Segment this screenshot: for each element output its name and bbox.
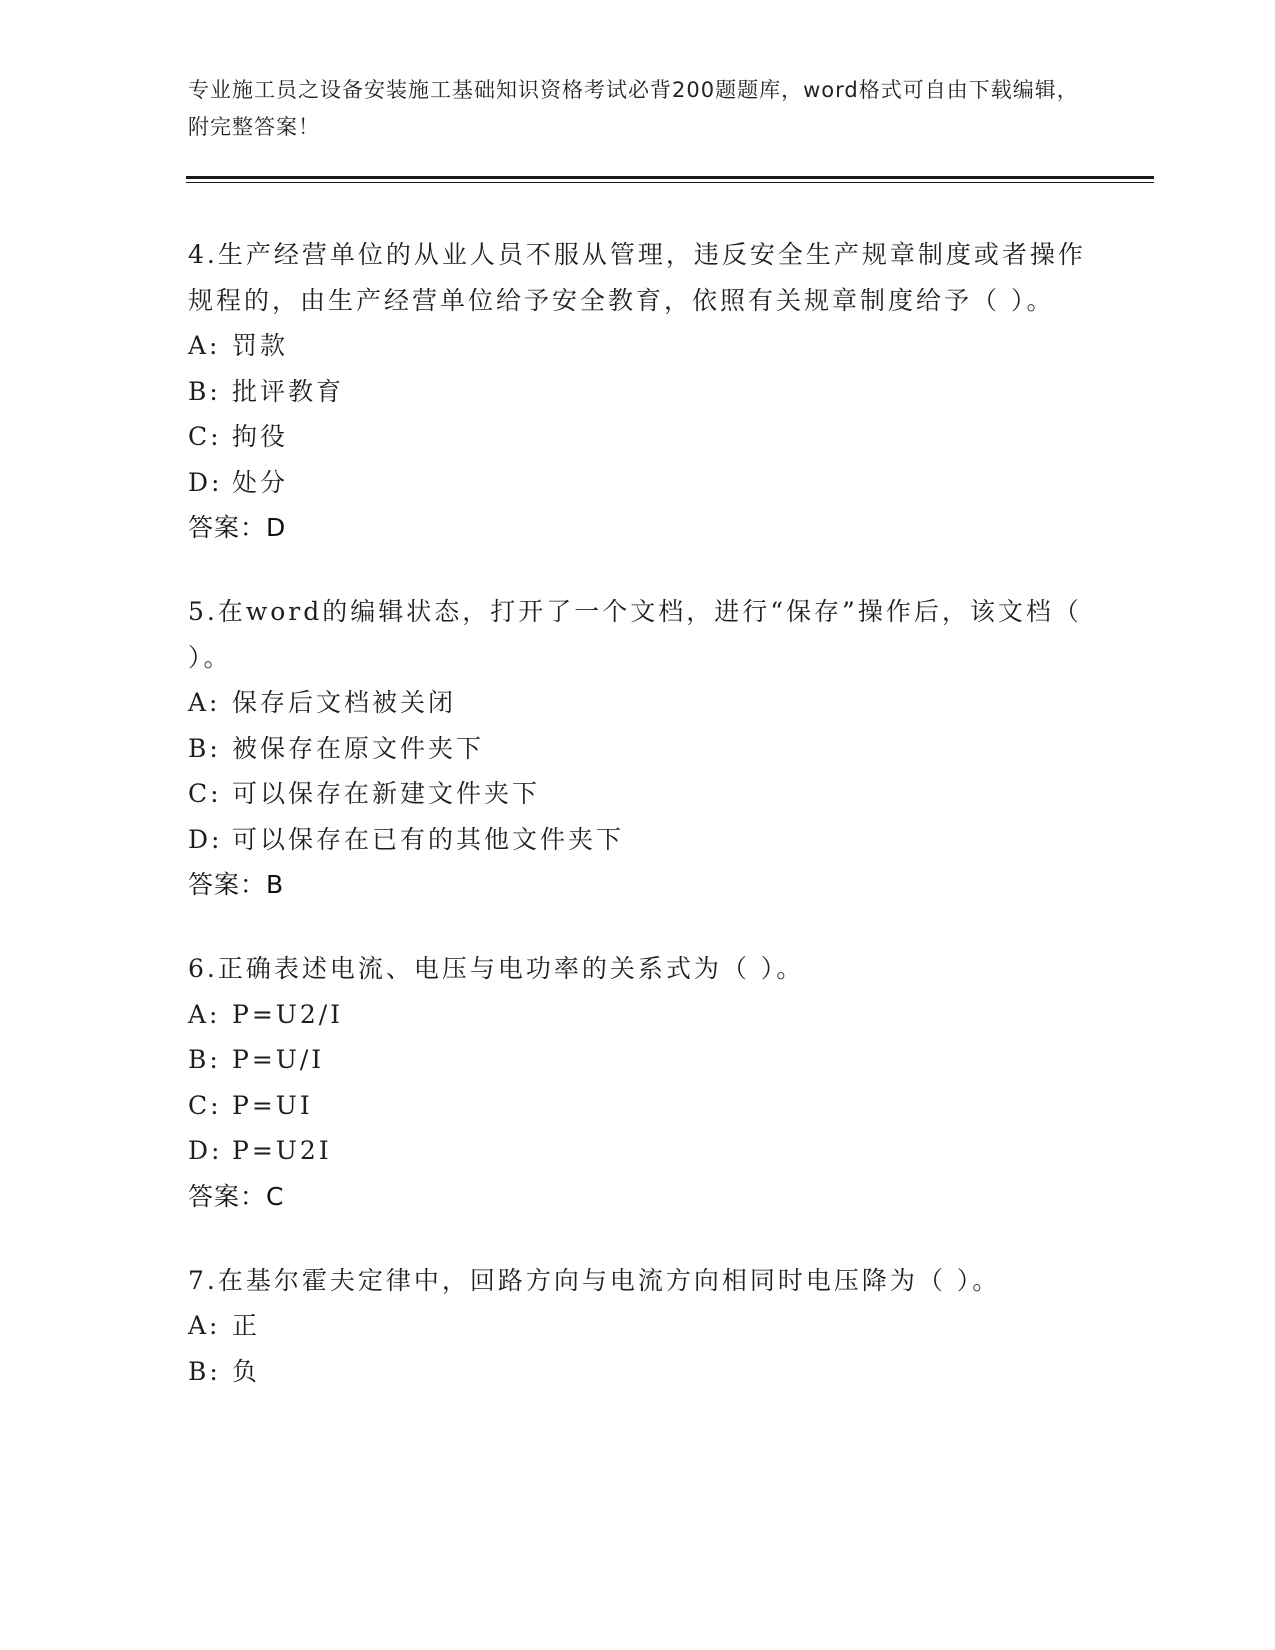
question-7 (188, 1258, 1088, 1395)
option-key: B: (188, 1045, 221, 1074)
question-stem: 7.在基尔霍夫定律中，回路方向与电流方向相同时电压降为（ ）。 (188, 1265, 1001, 1295)
option-text: 被保存在原文件夹下 (232, 733, 485, 763)
document-title: 专业施工员之设备安装施工基础知识资格考试必背200题题库，word格式可自由下载编辑，附完整答案！ (188, 78, 1079, 139)
option-text: 正 (232, 1311, 261, 1340)
option-text: 批评教育 (232, 376, 345, 406)
option-c (188, 1083, 1088, 1129)
option-key: C: (188, 779, 222, 808)
option-d (188, 1128, 1088, 1174)
question-4 (188, 232, 1088, 551)
option-text: 拘役 (232, 422, 289, 451)
answer-line: 答案：D (188, 513, 287, 542)
option-key: B: (188, 1356, 221, 1386)
option-a (188, 680, 1088, 726)
option-c (188, 771, 1088, 817)
option-c (188, 414, 1088, 460)
option-a (188, 1303, 1088, 1349)
option-b (188, 1349, 1088, 1395)
option-text: 罚款 (232, 331, 289, 360)
option-a (188, 992, 1088, 1038)
option-d (188, 817, 1088, 863)
option-text: P=UI (232, 1090, 313, 1120)
option-key: D: (188, 467, 223, 497)
option-key: B: (188, 376, 221, 406)
option-key: D: (188, 1136, 223, 1165)
option-key: C: (188, 1090, 222, 1120)
option-key: C: (188, 422, 222, 451)
question-stem: 5.在word的编辑状态，打开了一个文档，进行“保存”操作后，该文档（ ）。 (188, 597, 1082, 672)
question-stem: 4.生产经营单位的从业人员不服从管理，违反安全生产规章制度或者操作规程的，由生产经营单位给予安全教育，依照有关规章制度给予（ ）。 (188, 240, 1086, 315)
option-text: 保存后文档被关闭 (232, 688, 457, 717)
option-key: A: (188, 1311, 221, 1340)
option-b (188, 726, 1088, 772)
option-text: P=U2I (232, 1136, 332, 1165)
option-key: A: (188, 999, 221, 1029)
option-b (188, 369, 1088, 415)
option-text: P=U2/I (232, 999, 344, 1029)
option-key: B: (188, 733, 221, 763)
option-key: D: (188, 824, 223, 854)
option-key: A: (188, 688, 221, 717)
header-rule-thick (186, 176, 1154, 179)
option-d (188, 460, 1088, 506)
question-list (188, 232, 1088, 1432)
question-stem: 6.正确表述电流、电压与电功率的关系式为（ ）。 (188, 954, 805, 983)
answer-line: 答案：C (188, 1181, 285, 1211)
option-a (188, 323, 1088, 369)
option-text: 负 (232, 1356, 261, 1386)
option-text: 可以保存在已有的其他文件夹下 (232, 824, 625, 854)
option-text: 处分 (232, 467, 289, 497)
answer-line: 答案：B (188, 870, 285, 899)
question-5 (188, 589, 1088, 908)
option-text: 可以保存在新建文件夹下 (232, 779, 541, 808)
option-key: A: (188, 331, 221, 360)
header-rule-thin (186, 182, 1154, 183)
option-b (188, 1037, 1088, 1083)
option-text: P=U/I (232, 1045, 325, 1074)
question-6 (188, 946, 1088, 1220)
